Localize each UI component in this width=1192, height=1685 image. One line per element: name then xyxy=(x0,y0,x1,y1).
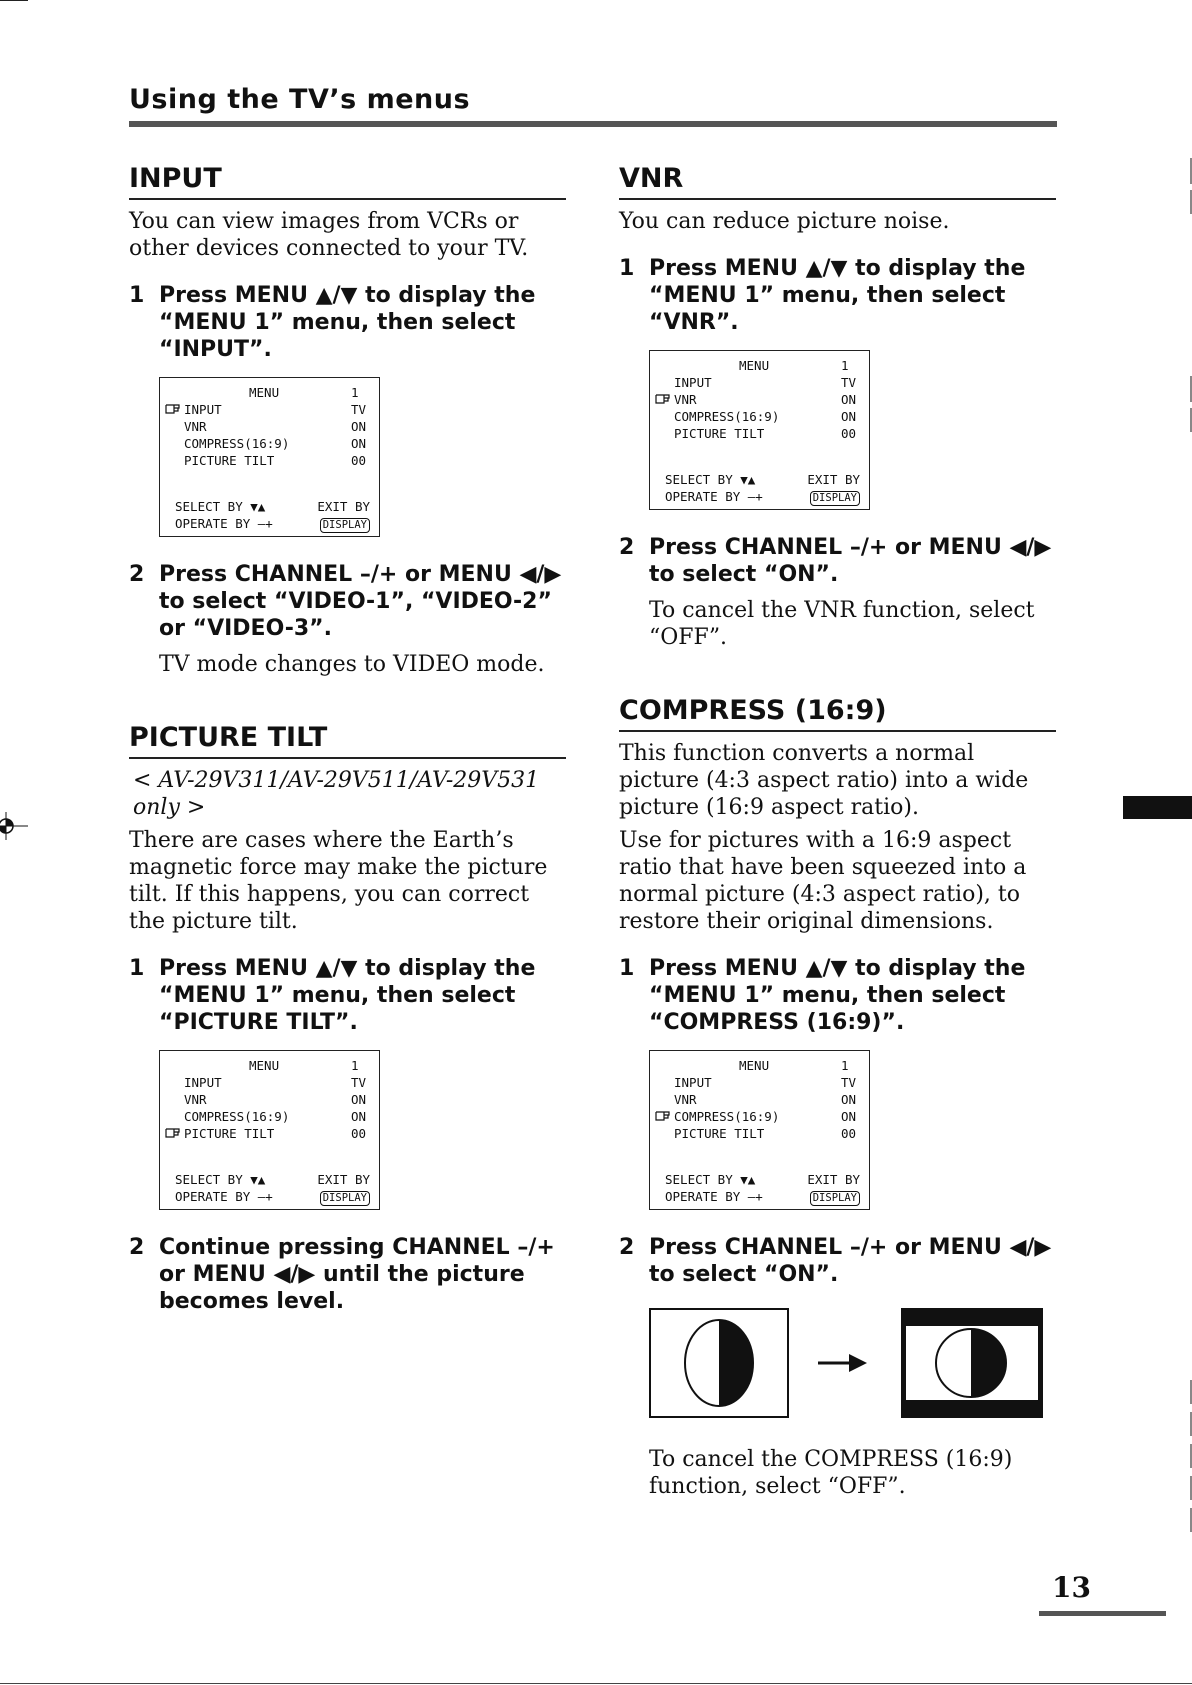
menu-item-label: INPUT xyxy=(674,1075,712,1090)
menu-item xyxy=(160,435,379,452)
menu-item-label: COMPRESS(16:9) xyxy=(184,436,290,451)
step-text: Press CHANNEL –/+ or MENU ◀/▶ to select “ON”. xyxy=(649,535,1052,587)
compress-intro-2: Use for pictures with a 16:9 aspect ratio that have been squeezed into a normal picture (4:3 aspect ratio), to restore their original dimensions. xyxy=(619,828,1027,934)
menu-label: MENU xyxy=(739,358,770,373)
menu-label: MENU xyxy=(739,1058,770,1073)
step-text: Press CHANNEL –/+ or MENU ◀/▶ to select “ON”. xyxy=(649,1235,1052,1287)
compress-step-2 xyxy=(619,1234,1056,1500)
footer-line xyxy=(175,515,370,532)
menu-items xyxy=(160,1074,379,1142)
step-detail: To cancel the COMPRESS (16:9) function, select “OFF”. xyxy=(649,1447,1013,1499)
menu-item xyxy=(650,1108,869,1125)
menu-item xyxy=(160,418,379,435)
menu-item-value: TV xyxy=(351,402,367,417)
display-key-wrap xyxy=(810,488,860,506)
menu-item-value: ON xyxy=(351,1109,367,1124)
display-key-wrap xyxy=(320,515,370,533)
step-number: 1 xyxy=(129,283,145,308)
step-detail: To cancel the VNR function, select “OFF”. xyxy=(649,598,1035,650)
exit-hint: EXIT BY xyxy=(807,472,860,487)
select-hint: SELECT BY ▼▲ xyxy=(665,472,756,487)
menu-footer xyxy=(175,1171,370,1205)
picture-tilt-heading: PICTURE TILT xyxy=(129,722,566,759)
compress-heading: COMPRESS (16:9) xyxy=(619,695,1056,732)
step-text: Press MENU ▲/▼ to display the “MENU 1” menu, then select “INPUT”. xyxy=(159,283,536,362)
step-number: 1 xyxy=(619,956,635,981)
menu-item-label: COMPRESS(16:9) xyxy=(674,409,780,424)
menu-number: 1 xyxy=(841,1058,849,1073)
menu-items xyxy=(650,1074,869,1142)
menu-footer xyxy=(665,1171,860,1205)
menu-item xyxy=(650,374,869,391)
menu-item-value: ON xyxy=(841,1092,857,1107)
select-hint: SELECT BY ▼▲ xyxy=(665,1172,756,1187)
display-key: DISPLAY xyxy=(810,1191,860,1206)
picture-tilt-step-1 xyxy=(129,955,566,1214)
input-heading: INPUT xyxy=(129,163,566,200)
menu-item-label: VNR xyxy=(674,392,697,407)
picture-tilt-intro: There are cases where the Earth’s magnetic force may make the picture tilt. If this happens, you can correct the picture tilt. xyxy=(129,828,548,934)
menu-label: MENU xyxy=(249,385,280,400)
menu-item-label: VNR xyxy=(674,1092,697,1107)
menu-item-label: COMPRESS(16:9) xyxy=(184,1109,290,1124)
menu-item-value: TV xyxy=(841,1075,857,1090)
title-rule xyxy=(129,121,1057,127)
step-number: 2 xyxy=(619,1235,635,1260)
menu-item-label: INPUT xyxy=(184,402,222,417)
menu-item xyxy=(650,408,869,425)
exit-hint: EXIT BY xyxy=(807,1172,860,1187)
display-key: DISPLAY xyxy=(810,491,860,506)
menu-item xyxy=(160,1108,379,1125)
display-key: DISPLAY xyxy=(320,1191,370,1206)
menu-screen-compress xyxy=(649,1050,870,1210)
step-number: 2 xyxy=(129,1235,145,1260)
operate-hint: OPERATE BY –+ xyxy=(175,516,273,531)
vnr-heading: VNR xyxy=(619,163,1056,200)
normal-picture-icon xyxy=(650,1309,788,1417)
menu-item xyxy=(650,1125,869,1142)
menu-item-value: 00 xyxy=(351,1126,367,1141)
menu-item-label: PICTURE TILT xyxy=(674,426,765,441)
models-note: < AV-29V311/AV-29V511/AV-29V531 only > xyxy=(133,768,540,820)
menu-item-value: 00 xyxy=(351,453,367,468)
step-number: 2 xyxy=(619,535,635,560)
footer-line xyxy=(665,488,860,505)
compress-illustration xyxy=(649,1308,1049,1420)
chapter-tab xyxy=(1123,796,1192,819)
footer-line xyxy=(175,498,370,515)
crop-mark xyxy=(0,0,28,1)
menu-item-value: ON xyxy=(351,419,367,434)
menu-item-value: ON xyxy=(841,392,857,407)
vnr-step-2 xyxy=(619,534,1056,651)
step-text: Press MENU ▲/▼ to display the “MENU 1” menu, then select “VNR”. xyxy=(649,256,1026,335)
operate-hint: OPERATE BY –+ xyxy=(665,489,763,504)
display-key-wrap xyxy=(810,1188,860,1206)
compress-section xyxy=(619,695,1056,1500)
menu-item-label: PICTURE TILT xyxy=(674,1126,765,1141)
menu-item xyxy=(650,425,869,442)
step-text: Press MENU ▲/▼ to display the “MENU 1” menu, then select “PICTURE TILT”. xyxy=(159,956,536,1035)
step-text: Press MENU ▲/▼ to display the “MENU 1” menu, then select “COMPRESS (16:9)”. xyxy=(649,956,1026,1035)
page-edge xyxy=(0,1683,1192,1684)
menu-item-label: VNR xyxy=(184,1092,207,1107)
arrow-right-icon xyxy=(818,1354,867,1372)
display-key-wrap xyxy=(320,1188,370,1206)
page-title: Using the TV’s menus xyxy=(129,84,471,115)
input-section xyxy=(129,163,566,678)
menu-item-value: ON xyxy=(351,436,367,451)
exit-hint: EXIT BY xyxy=(317,499,370,514)
input-step-1 xyxy=(129,282,566,541)
left-column xyxy=(129,163,566,1343)
menu-item xyxy=(160,1074,379,1091)
page-number: 13 xyxy=(1052,1571,1091,1604)
step-number: 1 xyxy=(129,956,145,981)
footer-line xyxy=(175,1188,370,1205)
step-number: 1 xyxy=(619,256,635,281)
menu-item xyxy=(650,1074,869,1091)
menu-items xyxy=(160,401,379,469)
menu-item-value: TV xyxy=(841,375,857,390)
menu-item-value: ON xyxy=(841,409,857,424)
menu-item-value: ON xyxy=(841,1109,857,1124)
input-intro: You can view images from VCRs or other devices connected to your TV. xyxy=(129,209,529,261)
vnr-step-1 xyxy=(619,255,1056,514)
picture-tilt-step-2 xyxy=(129,1234,566,1315)
operate-hint: OPERATE BY –+ xyxy=(175,1189,273,1204)
footer-line xyxy=(665,1171,860,1188)
vnr-intro: You can reduce picture noise. xyxy=(619,209,950,234)
menu-item xyxy=(160,1091,379,1108)
menu-item xyxy=(650,391,869,408)
menu-footer xyxy=(665,471,860,505)
hand-pointer-icon xyxy=(165,402,180,419)
menu-item-label: PICTURE TILT xyxy=(184,1126,275,1141)
menu-footer xyxy=(175,498,370,532)
menu-screen-input xyxy=(159,377,380,537)
footer-line xyxy=(665,471,860,488)
menu-item-label: VNR xyxy=(184,419,207,434)
hand-pointer-icon xyxy=(655,1109,670,1126)
menu-item-label: COMPRESS(16:9) xyxy=(674,1109,780,1124)
menu-item xyxy=(160,1125,379,1142)
page-number-rule xyxy=(1039,1611,1166,1616)
menu-number: 1 xyxy=(351,385,359,400)
menu-number: 1 xyxy=(351,1058,359,1073)
menu-item-value: ON xyxy=(351,1092,367,1107)
menu-items xyxy=(650,374,869,442)
menu-item-value: 00 xyxy=(841,1126,857,1141)
hand-pointer-icon xyxy=(165,1126,180,1143)
menu-item xyxy=(160,452,379,469)
step-detail: TV mode changes to VIDEO mode. xyxy=(159,652,545,677)
menu-item-value: 00 xyxy=(841,426,857,441)
select-hint: SELECT BY ▼▲ xyxy=(175,499,266,514)
registration-mark-icon xyxy=(0,812,30,842)
input-step-2 xyxy=(129,561,566,678)
menu-item-label: INPUT xyxy=(674,375,712,390)
step-number: 2 xyxy=(129,562,145,587)
right-column xyxy=(619,163,1056,1528)
footer-line xyxy=(175,1171,370,1188)
menu-item-label: INPUT xyxy=(184,1075,222,1090)
step-text: Continue pressing CHANNEL –/+ or MENU ◀/▶ until the picture becomes level. xyxy=(159,1235,555,1314)
compress-intro-1: This function converts a normal picture (4:3 aspect ratio) into a wide picture (16:9 aspect ratio). xyxy=(619,741,1029,820)
display-key: DISPLAY xyxy=(320,518,370,533)
picture-tilt-section xyxy=(129,722,566,1315)
wide-picture-icon xyxy=(902,1309,1042,1417)
menu-item-label: PICTURE TILT xyxy=(184,453,275,468)
menu-number: 1 xyxy=(841,358,849,373)
select-hint: SELECT BY ▼▲ xyxy=(175,1172,266,1187)
footer-line xyxy=(665,1188,860,1205)
vnr-section xyxy=(619,163,1056,651)
step-text: Press CHANNEL –/+ or MENU ◀/▶ to select “VIDEO-1”, “VIDEO-2” or “VIDEO-3”. xyxy=(159,562,562,641)
menu-screen-vnr xyxy=(649,350,870,510)
hand-pointer-icon xyxy=(655,392,670,409)
menu-item xyxy=(160,401,379,418)
compress-step-1 xyxy=(619,955,1056,1214)
menu-label: MENU xyxy=(249,1058,280,1073)
operate-hint: OPERATE BY –+ xyxy=(665,1189,763,1204)
menu-item-value: TV xyxy=(351,1075,367,1090)
exit-hint: EXIT BY xyxy=(317,1172,370,1187)
menu-item xyxy=(650,1091,869,1108)
menu-screen-picture-tilt xyxy=(159,1050,380,1210)
